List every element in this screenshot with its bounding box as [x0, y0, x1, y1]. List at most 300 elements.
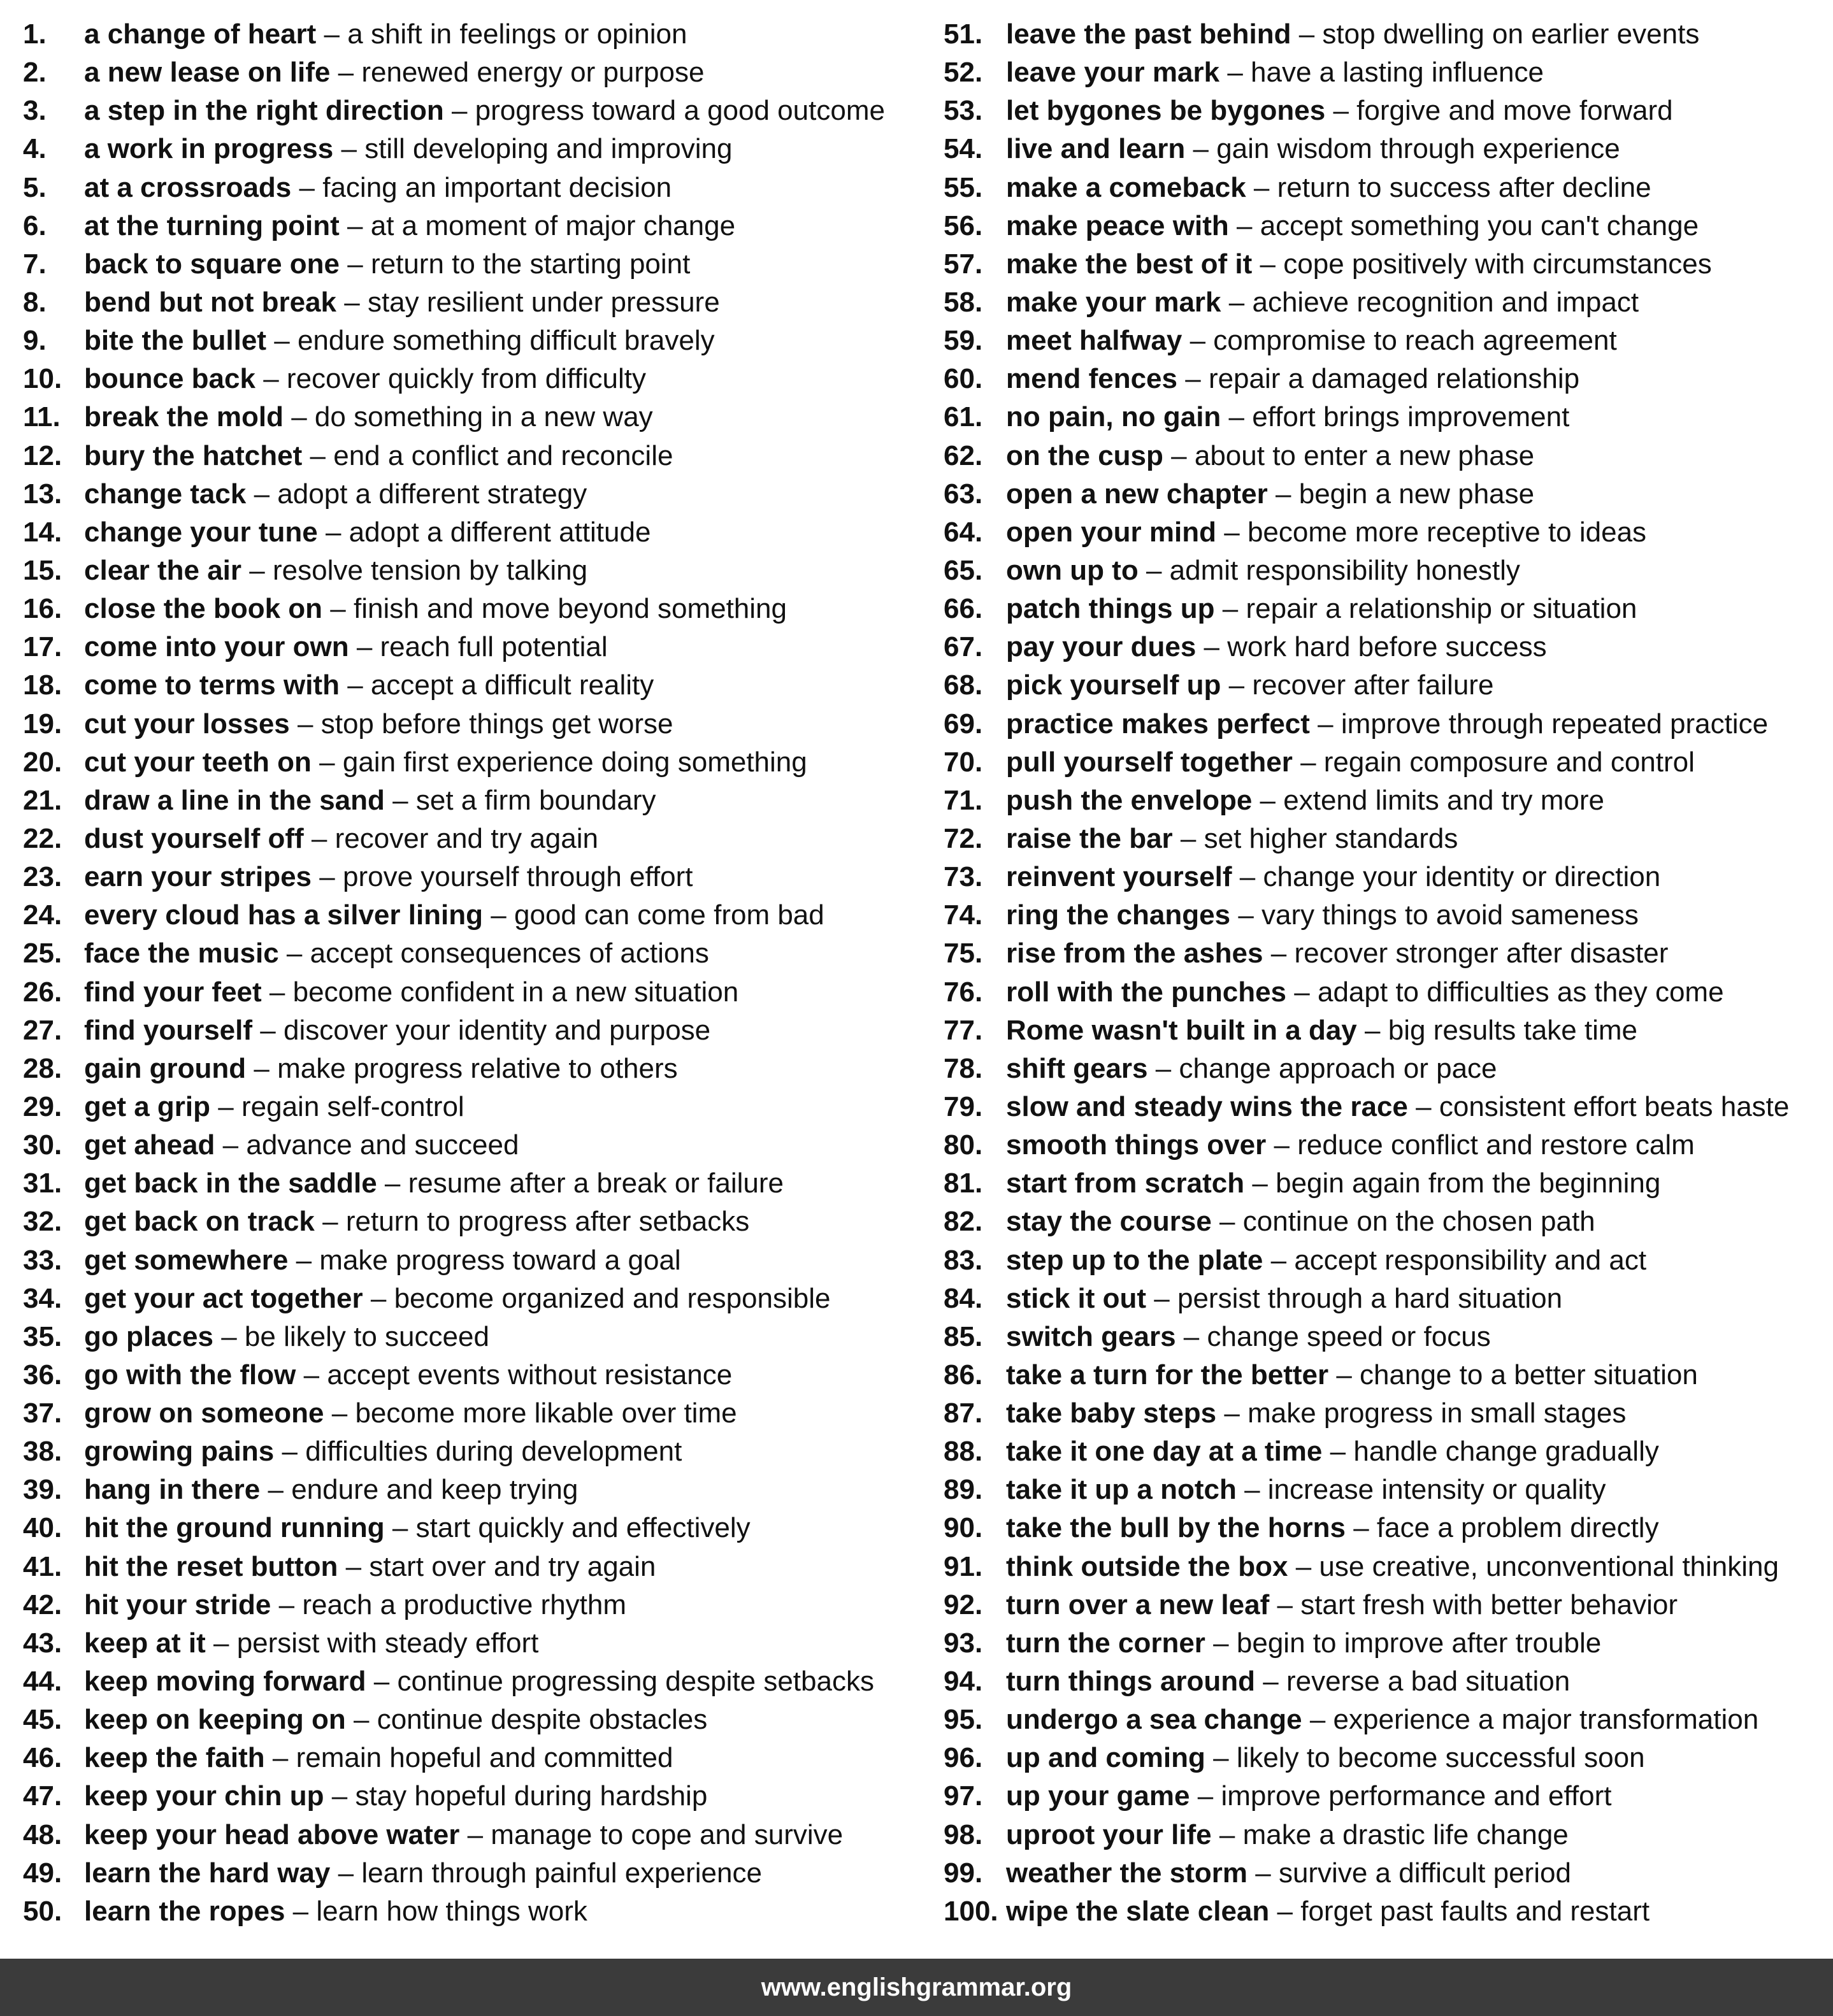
idiom-term: make the best of it — [1006, 248, 1253, 280]
item-number: 84. — [944, 1282, 983, 1314]
list-item — [23, 934, 915, 973]
separator-dash: – — [1263, 1666, 1279, 1698]
list-item — [944, 1548, 1823, 1586]
separator-dash: – — [213, 1627, 229, 1659]
idiom-definition: forget past faults and restart — [1300, 1895, 1650, 1927]
item-number: 5. — [23, 171, 47, 203]
separator-dash: – — [356, 631, 373, 663]
list-item — [944, 130, 1823, 168]
idiom-term: live and learn — [1006, 133, 1186, 165]
idiom-definition: recover stronger after disaster — [1294, 938, 1669, 969]
separator-dash: – — [1224, 516, 1240, 548]
idiom-term: on the cusp — [1006, 440, 1163, 471]
idiom-term: turn the corner — [1006, 1627, 1205, 1659]
idiom-definition: reverse a bad situation — [1286, 1666, 1571, 1698]
idiom-term: get back in the saddle — [84, 1168, 377, 1199]
separator-dash: – — [299, 171, 315, 203]
list-item — [944, 322, 1823, 360]
item-number: 72. — [944, 822, 983, 854]
idiom-definition: remain hopeful and committed — [296, 1742, 673, 1774]
idiom-definition: use creative, unconventional thinking — [1319, 1550, 1779, 1582]
idiom-definition: difficulties during development — [305, 1436, 682, 1468]
footer-url[interactable]: www.englishgrammar.org — [761, 1973, 1072, 2001]
list-item — [23, 1088, 915, 1126]
idiom-definition: a shift in feelings or opinion — [347, 18, 687, 50]
item-number: 76. — [944, 976, 983, 1008]
separator-dash: – — [272, 1742, 289, 1774]
separator-dash: – — [282, 1436, 298, 1468]
separator-dash: – — [1155, 1052, 1172, 1084]
idiom-definition: forgive and move forward — [1356, 95, 1673, 127]
item-number: 94. — [944, 1666, 983, 1698]
idiom-definition: endure and keep trying — [291, 1474, 579, 1506]
idiom-term: every cloud has a silver lining — [84, 899, 484, 931]
separator-dash: – — [1353, 1512, 1369, 1544]
item-number: 51. — [944, 18, 983, 50]
separator-dash: – — [278, 1589, 295, 1620]
item-number: 18. — [23, 669, 62, 701]
idiom-definition: resolve tension by talking — [272, 554, 588, 586]
item-number: 87. — [944, 1398, 983, 1429]
item-number: 59. — [944, 325, 983, 357]
item-number: 89. — [944, 1474, 983, 1506]
separator-dash: – — [1365, 1014, 1381, 1046]
list-item — [944, 1739, 1823, 1777]
separator-dash: – — [341, 133, 357, 165]
item-number: 54. — [944, 133, 983, 165]
idiom-definition: return to success after decline — [1277, 171, 1651, 203]
item-number: 60. — [944, 363, 983, 395]
item-number: 6. — [23, 210, 47, 241]
item-number: 98. — [944, 1819, 983, 1850]
item-number: 7. — [23, 248, 47, 280]
separator-dash: – — [344, 286, 360, 318]
separator-dash: – — [1318, 708, 1333, 740]
idiom-definition: face a problem directly — [1376, 1512, 1659, 1544]
separator-dash: – — [331, 1398, 348, 1429]
idiom-definition: accept events without resistance — [327, 1359, 733, 1390]
item-number: 85. — [944, 1320, 983, 1352]
item-number: 93. — [944, 1627, 983, 1659]
idiom-term: pull yourself together — [1006, 746, 1293, 778]
idiom-definition: make progress relative to others — [277, 1052, 678, 1084]
separator-dash: – — [221, 1320, 237, 1352]
item-number: 11. — [23, 401, 61, 433]
item-number: 81. — [944, 1168, 983, 1199]
idiom-definition: continue progressing despite setbacks — [397, 1666, 874, 1698]
idiom-term: learn the hard way — [84, 1857, 331, 1889]
item-number: 42. — [23, 1589, 62, 1620]
idiom-term: step up to the plate — [1006, 1244, 1263, 1276]
list-item — [23, 1777, 915, 1815]
idiom-definition: cope positively with circumstances — [1283, 248, 1712, 280]
idiom-term: get somewhere — [84, 1244, 289, 1276]
idiom-definition: regain self-control — [241, 1090, 464, 1122]
item-number: 10. — [23, 363, 62, 395]
idiom-definition: become confident in a new situation — [292, 976, 739, 1008]
item-number: 13. — [23, 478, 62, 510]
separator-dash: – — [1183, 1320, 1200, 1352]
separator-dash: – — [1333, 95, 1349, 127]
item-number: 90. — [944, 1512, 983, 1544]
list-item — [23, 896, 915, 934]
item-number: 78. — [944, 1052, 983, 1084]
separator-dash: – — [296, 1244, 312, 1276]
item-number: 16. — [23, 593, 62, 625]
idiom-term: Rome wasn't built in a day — [1006, 1014, 1357, 1046]
separator-dash: – — [218, 1090, 234, 1122]
idiom-term: raise the bar — [1006, 822, 1173, 854]
separator-dash: – — [1213, 1627, 1229, 1659]
idiom-term: gain ground — [84, 1052, 247, 1084]
idiom-definition: good can come from bad — [514, 899, 824, 931]
item-number: 77. — [944, 1014, 983, 1046]
separator-dash: – — [286, 938, 303, 969]
idiom-term: wipe the slate clean — [1006, 1895, 1270, 1927]
idiom-term: face the music — [84, 938, 279, 969]
separator-dash: – — [1255, 1857, 1271, 1889]
list-item — [944, 1701, 1823, 1739]
idiom-term: growing pains — [84, 1436, 275, 1468]
idiom-term: leave your mark — [1006, 57, 1220, 89]
list-item — [23, 820, 915, 858]
item-number: 64. — [944, 516, 983, 548]
separator-dash: – — [1213, 1742, 1229, 1774]
idiom-term: turn things around — [1006, 1666, 1256, 1698]
list-item — [23, 1280, 915, 1318]
separator-dash: – — [345, 1550, 362, 1582]
list-item — [23, 552, 915, 590]
item-number: 79. — [944, 1090, 983, 1122]
list-item — [23, 437, 915, 475]
item-number: 38. — [23, 1436, 62, 1468]
list-item — [23, 743, 915, 782]
idiom-term: back to square one — [84, 248, 340, 280]
list-item — [23, 1164, 915, 1203]
list-item — [944, 1241, 1823, 1280]
item-number: 41. — [23, 1550, 62, 1582]
idiom-definition: reach a productive rhythm — [302, 1589, 627, 1620]
idiom-definition: begin to improve after trouble — [1236, 1627, 1602, 1659]
idiom-term: smooth things over — [1006, 1129, 1267, 1161]
idiom-term: shift gears — [1006, 1052, 1148, 1084]
list-item — [23, 322, 915, 360]
separator-dash: – — [1185, 363, 1201, 395]
separator-dash: – — [274, 325, 290, 357]
item-number: 49. — [23, 1857, 62, 1889]
separator-dash: – — [1239, 861, 1256, 893]
idiom-definition: stay hopeful during hardship — [355, 1780, 708, 1812]
item-number: 61. — [944, 401, 983, 433]
idiom-term: go with the flow — [84, 1359, 296, 1390]
list-item — [23, 513, 915, 552]
item-number: 62. — [944, 440, 983, 471]
separator-dash: – — [1277, 1589, 1293, 1620]
item-number: 58. — [944, 286, 983, 318]
list-item — [944, 1280, 1823, 1318]
separator-dash: – — [260, 1014, 276, 1046]
left-column — [23, 15, 915, 1931]
list-item — [23, 705, 915, 743]
separator-dash: – — [1253, 171, 1270, 203]
idiom-term: keep the faith — [84, 1742, 265, 1774]
idiom-term: no pain, no gain — [1006, 401, 1221, 433]
list-item — [23, 1662, 915, 1701]
list-item — [944, 15, 1823, 54]
idiom-term: think outside the box — [1006, 1550, 1288, 1582]
separator-dash: – — [1228, 669, 1245, 701]
idiom-definition: big results take time — [1388, 1014, 1638, 1046]
list-item — [23, 1241, 915, 1280]
item-number: 46. — [23, 1742, 62, 1774]
list-item — [944, 666, 1823, 704]
idiom-definition: adopt a different strategy — [277, 478, 587, 510]
list-item — [944, 1203, 1823, 1241]
list-item — [944, 1012, 1823, 1050]
separator-dash: – — [310, 440, 326, 471]
item-number: 100. — [944, 1895, 998, 1927]
list-item — [23, 1394, 915, 1433]
idiom-definition: achieve recognition and impact — [1252, 286, 1639, 318]
item-number: 40. — [23, 1512, 62, 1544]
idiom-term: a change of heart — [84, 18, 317, 50]
list-item — [23, 245, 915, 283]
separator-dash: – — [222, 1129, 239, 1161]
idiom-term: pick yourself up — [1006, 669, 1221, 701]
idiom-definition: learn through painful experience — [361, 1857, 762, 1889]
idiom-definition: experience a major transformation — [1333, 1704, 1759, 1736]
separator-dash: – — [331, 1780, 348, 1812]
idiom-term: draw a line in the sand — [84, 784, 385, 816]
list-item — [23, 207, 915, 245]
separator-dash: – — [392, 784, 408, 816]
list-item — [23, 1586, 915, 1624]
idiom-definition: recover and try again — [334, 822, 598, 854]
idiom-definition: accept consequences of actions — [310, 938, 709, 969]
list-item — [23, 475, 915, 513]
idiom-term: weather the storm — [1006, 1857, 1247, 1889]
item-number: 1. — [23, 18, 47, 50]
idiom-definition: resume after a break or failure — [408, 1168, 784, 1199]
item-number: 71. — [944, 784, 983, 816]
idiom-term: earn your stripes — [84, 861, 312, 893]
item-number: 67. — [944, 631, 983, 663]
idiom-term: a step in the right direction — [84, 95, 444, 127]
idiom-term: change tack — [84, 478, 247, 510]
list-item — [944, 207, 1823, 245]
list-item — [23, 1471, 915, 1509]
idiom-term: at a crossroads — [84, 171, 292, 203]
item-number: 39. — [23, 1474, 62, 1506]
item-number: 57. — [944, 248, 983, 280]
idiom-definition: accept a difficult reality — [370, 669, 654, 701]
idiom-term: up and coming — [1006, 1742, 1205, 1774]
idiom-term: keep at it — [84, 1627, 206, 1659]
separator-dash: – — [1224, 1398, 1240, 1429]
list-item — [23, 1356, 915, 1394]
item-number: 31. — [23, 1168, 62, 1199]
idiom-definition: compromise to reach agreement — [1213, 325, 1617, 357]
item-number: 50. — [23, 1895, 62, 1927]
idiom-definition: increase intensity or quality — [1267, 1474, 1606, 1506]
idiom-definition: recover quickly from difficulty — [286, 363, 646, 395]
item-number: 28. — [23, 1052, 62, 1084]
item-number: 70. — [944, 746, 983, 778]
idiom-definition: consistent effort beats haste — [1439, 1090, 1790, 1122]
idiom-definition: return to the starting point — [370, 248, 691, 280]
item-number: 25. — [23, 938, 62, 969]
item-number: 80. — [944, 1129, 983, 1161]
idiom-term: turn over a new leaf — [1006, 1589, 1270, 1620]
idiom-definition: become more receptive to ideas — [1247, 516, 1647, 548]
separator-dash: – — [1260, 248, 1276, 280]
list-item — [944, 398, 1823, 436]
list-item — [23, 130, 915, 168]
list-item — [944, 934, 1823, 973]
separator-dash: – — [1228, 286, 1245, 318]
idiom-definition: do something in a new way — [314, 401, 653, 433]
list-item — [944, 1394, 1823, 1433]
separator-dash: – — [1252, 1168, 1268, 1199]
idiom-term: patch things up — [1006, 593, 1215, 625]
item-number: 20. — [23, 746, 62, 778]
idiom-term: come into your own — [84, 631, 349, 663]
idiom-definition: at a moment of major change — [370, 210, 736, 241]
footer-bar — [0, 1959, 1833, 2016]
separator-dash: – — [303, 1359, 320, 1390]
idiom-definition: make progress in small stages — [1247, 1398, 1627, 1429]
idiom-term: keep your chin up — [84, 1780, 324, 1812]
idiom-definition: repair a relationship or situation — [1246, 593, 1637, 625]
item-number: 2. — [23, 57, 47, 89]
list-item — [944, 1586, 1823, 1624]
separator-dash: – — [1238, 899, 1254, 931]
list-item — [944, 1356, 1823, 1394]
separator-dash: – — [330, 593, 346, 625]
item-number: 23. — [23, 861, 62, 893]
item-number: 96. — [944, 1742, 983, 1774]
idiom-term: keep your head above water — [84, 1819, 460, 1850]
separator-dash: – — [322, 1206, 338, 1238]
idiom-term: make your mark — [1006, 286, 1221, 318]
idiom-term: take baby steps — [1006, 1398, 1217, 1429]
idiom-definition: reduce conflict and restore calm — [1297, 1129, 1695, 1161]
idiom-definition: become organized and responsible — [394, 1282, 831, 1314]
idiom-term: stay the course — [1006, 1206, 1212, 1238]
idiom-term: take it one day at a time — [1006, 1436, 1323, 1468]
list-item — [23, 666, 915, 704]
list-item — [944, 1624, 1823, 1662]
list-item — [23, 1548, 915, 1586]
list-item — [944, 590, 1823, 628]
list-item — [944, 896, 1823, 934]
item-number: 99. — [944, 1857, 983, 1889]
idiom-definition: begin a new phase — [1298, 478, 1535, 510]
item-number: 22. — [23, 822, 62, 854]
idiom-term: push the envelope — [1006, 784, 1253, 816]
item-number: 63. — [944, 478, 983, 510]
separator-dash: – — [1219, 1819, 1235, 1850]
idiom-term: at the turning point — [84, 210, 340, 241]
idiom-term: a new lease on life — [84, 57, 331, 89]
list-item — [944, 1471, 1823, 1509]
list-item — [944, 92, 1823, 130]
right-column — [944, 15, 1823, 1931]
idiom-term: grow on someone — [84, 1398, 324, 1429]
list-item — [944, 1662, 1823, 1701]
idiom-definition: continue despite obstacles — [377, 1704, 708, 1736]
item-number: 44. — [23, 1666, 62, 1698]
list-item — [944, 705, 1823, 743]
separator-dash: – — [338, 57, 354, 89]
separator-dash: – — [1219, 1206, 1235, 1238]
item-number: 14. — [23, 516, 62, 548]
idiom-term: let bygones be bygones — [1006, 95, 1326, 127]
list-item — [944, 858, 1823, 896]
item-number: 15. — [23, 554, 62, 586]
list-item — [23, 1012, 915, 1050]
idiom-definition: progress toward a good outcome — [475, 95, 885, 127]
idiom-term: leave the past behind — [1006, 18, 1291, 50]
separator-dash: – — [338, 1857, 354, 1889]
item-number: 48. — [23, 1819, 62, 1850]
list-item — [23, 1509, 915, 1547]
idiom-term: make peace with — [1006, 210, 1229, 241]
idiom-definition: effort brings improvement — [1252, 401, 1570, 433]
idiom-term: get ahead — [84, 1129, 215, 1161]
idiom-term: stick it out — [1006, 1282, 1147, 1314]
separator-dash: – — [249, 554, 265, 586]
separator-dash: – — [347, 210, 363, 241]
separator-dash: – — [1204, 631, 1220, 663]
idiom-definition: change your identity or direction — [1263, 861, 1661, 893]
idiom-term: find your feet — [84, 976, 262, 1008]
separator-dash: – — [1146, 554, 1162, 586]
item-number: 53. — [944, 95, 983, 127]
idiom-term: make a comeback — [1006, 171, 1246, 203]
separator-dash: – — [451, 95, 468, 127]
list-item — [944, 245, 1823, 283]
idiom-term: uproot your life — [1006, 1819, 1212, 1850]
list-item — [944, 1816, 1823, 1854]
separator-dash: – — [269, 976, 285, 1008]
idiom-term: hit the ground running — [84, 1512, 385, 1544]
item-number: 12. — [23, 440, 62, 471]
idiom-definition: change speed or focus — [1207, 1320, 1491, 1352]
separator-dash: – — [384, 1168, 401, 1199]
separator-dash: – — [1260, 784, 1276, 816]
list-item — [944, 1433, 1823, 1471]
item-number: 24. — [23, 899, 62, 931]
idiom-term: take it up a notch — [1006, 1474, 1237, 1506]
idiom-definition: stay resilient under pressure — [367, 286, 720, 318]
separator-dash: – — [263, 363, 279, 395]
item-number: 29. — [23, 1090, 62, 1122]
separator-dash: – — [1295, 1550, 1312, 1582]
idiom-definition: endure something difficult bravely — [297, 325, 715, 357]
separator-dash: – — [319, 746, 335, 778]
item-number: 91. — [944, 1550, 983, 1582]
idiom-definition: discover your identity and purpose — [283, 1014, 711, 1046]
idiom-definition: set a firm boundary — [415, 784, 656, 816]
idiom-definition: end a conflict and reconcile — [333, 440, 673, 471]
item-number: 68. — [944, 669, 983, 701]
idiom-term: hit the reset button — [84, 1550, 338, 1582]
separator-dash: – — [1270, 1244, 1287, 1276]
separator-dash: – — [373, 1666, 390, 1698]
item-number: 34. — [23, 1282, 62, 1314]
item-number: 47. — [23, 1780, 62, 1812]
